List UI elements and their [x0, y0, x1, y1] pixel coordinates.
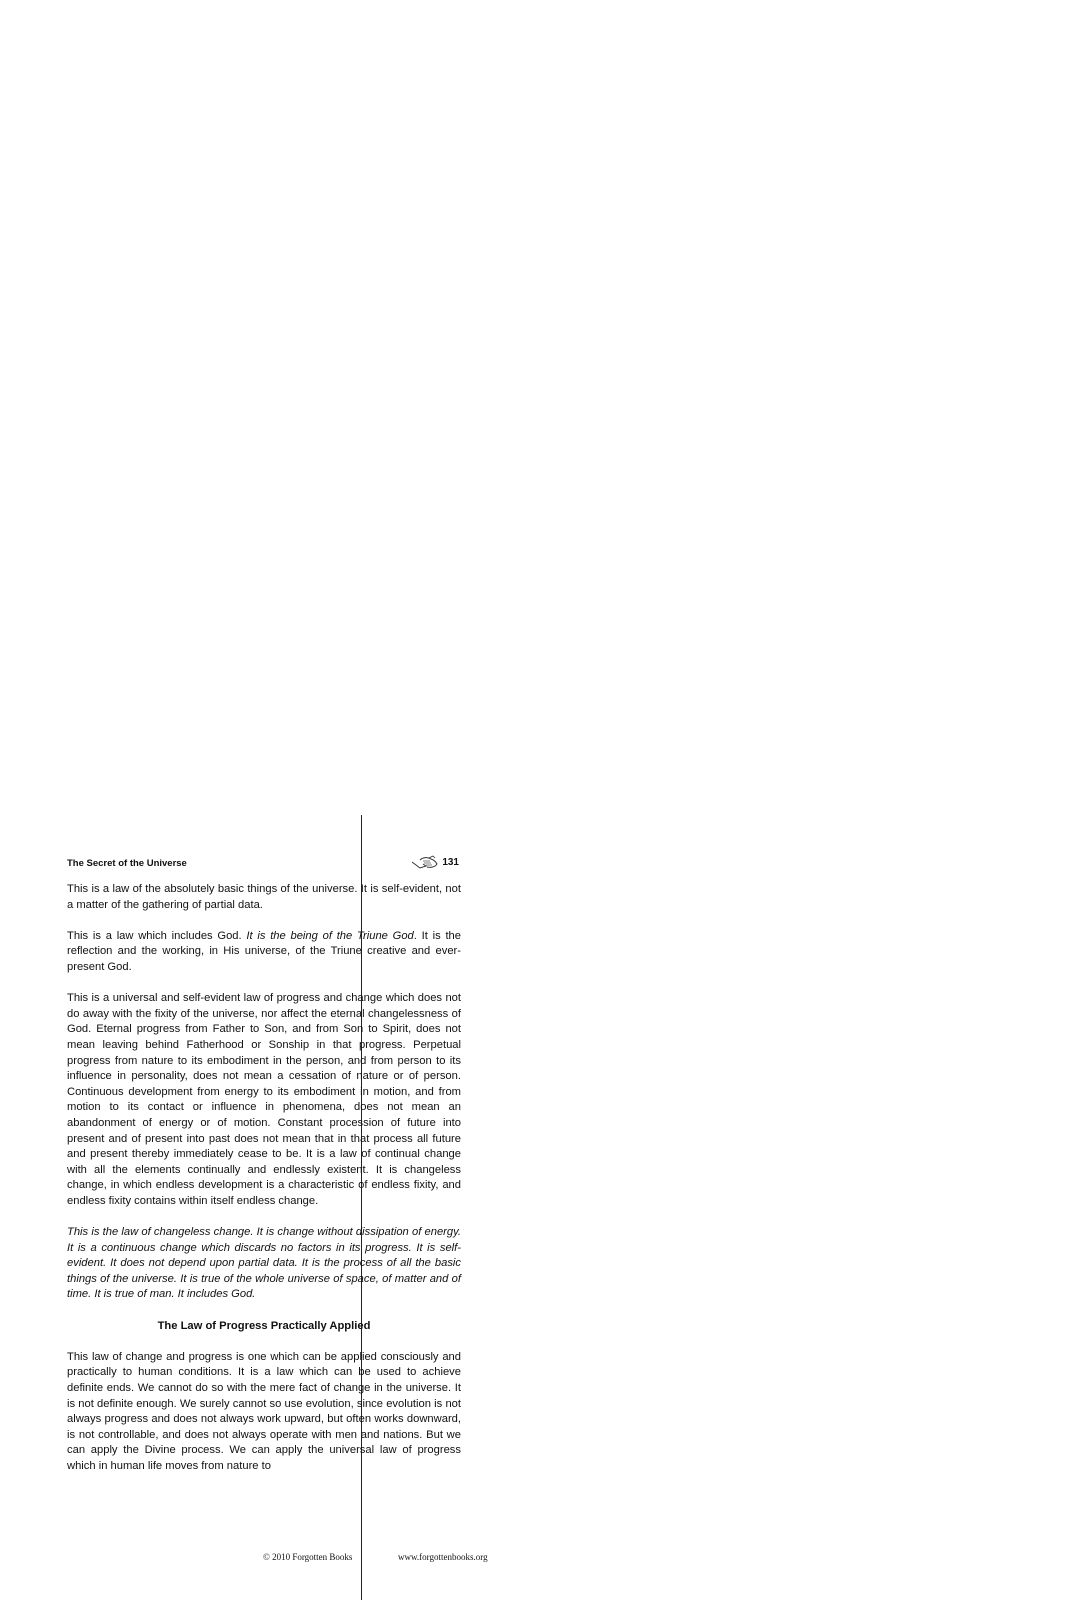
paragraph: [67, 991, 461, 1209]
paragraph: [67, 929, 461, 976]
paragraph: [67, 882, 461, 913]
text-run: This is a universal and self-evident law of progress and change which does not do away with the fixity of the universe, nor affect the eternal changelessness of God. Eternal progress from Father to Son, and from Son to Spirit, does not mean leaving behind Fatherhood or Sonship in that progress. Perpetual progress from nature to its embodiment in the person, and from person to its influence in personality, does not mean a cessation of nature or of person. Continuous development from energy to its embodiment in motion, and from motion to its contact or influence in phenomena, does not mean an abandonment of energy or of motion. Constant procession of future into present and of present into past does not mean that in that process all future and present thereby immediately cease to be. It is a law of continual change with all the elements continually and endlessly existent. It is changeless change, in which endless development is a characteristic of endless fixity, and endless fixity contains within itself endless change.: [67, 992, 461, 1207]
text-run: This law of change and progress is one which can be applied consciously and practically to human conditions. It is a law which can be used to achieve definite ends. We cannot do so with the mere fact of change in the universe. It is not definite enough. We surely cannot so use evolution, since evolution is not always progress and does not always work upward, but often works downward, is not controllable, and does not always operate with men and nations. But we can apply the Divine process. We can apply the universal law of progress which in human life moves from nature to: [67, 1350, 461, 1472]
text-run: . It is the reflection and the working, in His universe, of the Triune creative and ever-present God.: [67, 929, 461, 973]
paragraph: [67, 1225, 461, 1303]
footer-url: www.forgottenbooks.org: [398, 1552, 488, 1562]
pointing-hands-icon: [411, 855, 439, 871]
body-text: [67, 882, 461, 1490]
page-number: 131: [442, 857, 459, 868]
running-title: The Secret of the Universe: [67, 858, 187, 869]
text-run: This is a law which includes God.: [67, 929, 247, 942]
footer-copyright: © 2010 Forgotten Books: [263, 1552, 353, 1562]
paragraph: [67, 1350, 461, 1475]
italic-text: It is the being of the Triune God: [246, 929, 414, 942]
text-run: This is a law of the absolutely basic things of the universe. It is self-evident, not a matter of the gathering of partial data.: [67, 883, 461, 911]
section-heading: The Law of Progress Practically Applied: [157, 1319, 371, 1332]
running-header: [67, 855, 461, 871]
italic-text: This is the law of changeless change. It is change without dissipation of energy. It is a continuous change which discards no factors in its progress. It is self-evident. It does not depend upon partial data. It is the process of all the basic things of the universe. It is true of the whole universe of space, of matter and of time. It is true of man. It includes God.: [67, 1226, 461, 1301]
